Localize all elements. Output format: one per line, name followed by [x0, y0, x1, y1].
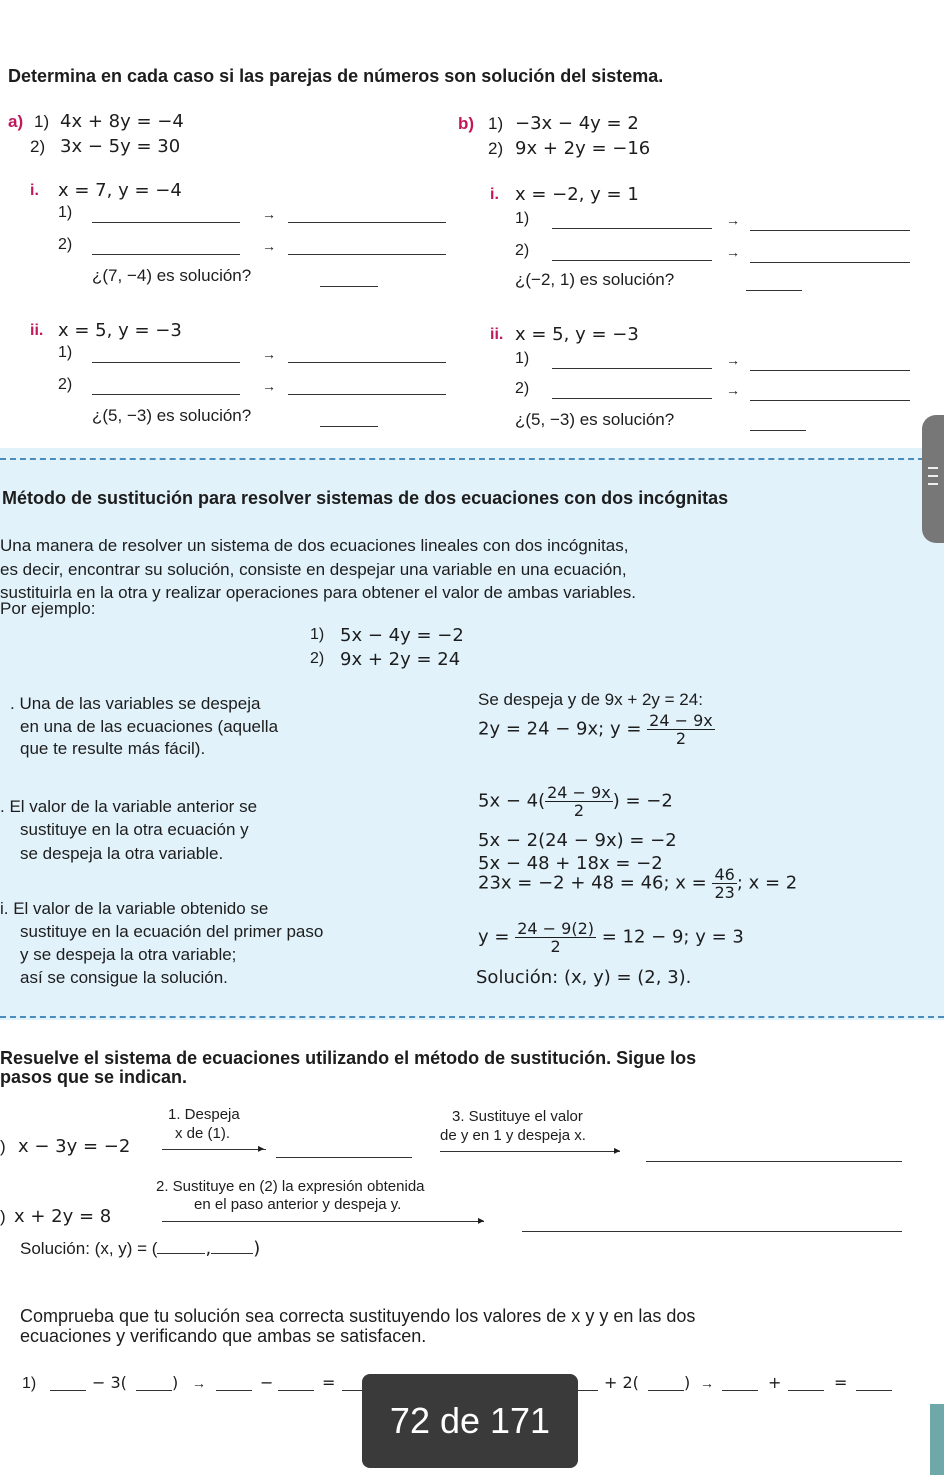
- step2-x-fraction-numerator: 46: [714, 865, 735, 884]
- check2-plus: +: [768, 1373, 782, 1392]
- b-eq1-number: 1): [488, 114, 504, 133]
- a-i-row2-blank-left[interactable]: [92, 254, 240, 255]
- a-i-row2-arrow: →: [262, 238, 276, 254]
- item-letter-b: b): [458, 114, 475, 133]
- a-ii-row1-number: 1): [58, 344, 73, 361]
- step2-text-2: sustituye en la otra ecuación y: [20, 820, 249, 839]
- page-edge-strip: [930, 1404, 944, 1475]
- check2-blank-y[interactable]: [648, 1390, 684, 1391]
- a-ii-row1-blank-left[interactable]: [92, 362, 240, 363]
- a-ii-row2-blank-left[interactable]: [92, 394, 240, 395]
- check2-arrow: →: [700, 1375, 714, 1391]
- b-i-answer-blank[interactable]: [746, 290, 802, 291]
- step3-fraction-denominator: 2: [550, 937, 561, 956]
- a-eq2-number: 2): [30, 137, 46, 156]
- ex2-equation-2: x + 2y = 8: [14, 1206, 112, 1227]
- a-i-values: x = 7, y = −4: [58, 180, 182, 201]
- step1-text-2: en una de las ecuaciones (aquella: [20, 717, 279, 736]
- check1-blank-y[interactable]: [136, 1390, 172, 1391]
- a-equation-2: 3x − 5y = 30: [60, 136, 181, 157]
- example-eq2-number: 2): [310, 650, 325, 667]
- ex2-step2-line-1: 2. Sustituye en (2) la expresión obtenida: [156, 1178, 425, 1195]
- b-ii-row2-blank-right[interactable]: [750, 400, 910, 401]
- check1-close: ): [172, 1373, 179, 1392]
- step3-right-1: [478, 920, 744, 955]
- step2-x-fraction-denominator: 23: [714, 883, 735, 902]
- b-ii-question: ¿(5, −3) es solución?: [515, 410, 675, 429]
- b-i-label: i.: [490, 186, 499, 203]
- ex2-step2-line-2: en el paso anterior y despeja y.: [194, 1196, 402, 1213]
- step1-right-2: [478, 712, 715, 747]
- step3-solution: Solución: (x, y) = (2, 3).: [476, 967, 692, 988]
- a-ii-answer-blank[interactable]: [320, 426, 378, 427]
- check1-arrow: →: [192, 1375, 206, 1391]
- method-intro-line-2: es decir, encontrar su solución, consiste en despejar una variable en una ecuación,: [0, 560, 627, 579]
- step2-x-fraction: [712, 866, 736, 901]
- check1-equals: =: [322, 1373, 336, 1392]
- a-i-row1-number: 1): [58, 204, 73, 221]
- b-i-question: ¿(−2, 1) es solución?: [515, 270, 675, 289]
- a-ii-row2-blank-right[interactable]: [288, 394, 446, 395]
- ex2-solution-comma: ,: [205, 1238, 212, 1259]
- exercise2-heading-1: Resuelve el sistema de ecuaciones utilizando el método de sustitución. Sigue los: [0, 1048, 697, 1068]
- a-eq1-number: 1): [34, 112, 50, 131]
- check1-blank-b[interactable]: [278, 1390, 314, 1391]
- check2-plus2: + 2(: [604, 1373, 639, 1392]
- check2-blank-b[interactable]: [788, 1390, 824, 1391]
- b-eq2-number: 2): [488, 139, 504, 158]
- step3-text-1: i. El valor de la variable obtenido se: [0, 899, 269, 918]
- step3-fraction-numerator: 24 − 9(2): [517, 919, 594, 938]
- a-ii-label: ii.: [30, 322, 44, 339]
- ex2-eq2-number: ): [0, 1207, 6, 1226]
- b-equation-2: 9x + 2y = −16: [515, 138, 651, 159]
- ex2-solution-y-blank[interactable]: [211, 1239, 253, 1254]
- a-ii-values: x = 5, y = −3: [58, 320, 182, 341]
- step1-right-1: Se despeja y de 9x + 2y = 24:: [478, 690, 703, 709]
- example-eq1-number: 1): [310, 626, 325, 643]
- b-ii-row2-arrow: →: [726, 382, 740, 398]
- step2-right-1-b: ) = −2: [612, 790, 673, 812]
- check2-blank-result[interactable]: [856, 1390, 892, 1391]
- check-text-1: Comprueba que tu solución sea correcta sustituyendo los valores de x y y en las dos: [20, 1306, 696, 1326]
- ex2-step3-answer-blank[interactable]: [646, 1161, 902, 1162]
- scrollbar-grip-line: [928, 475, 938, 477]
- step3-text-4: así se consigue la solución.: [20, 968, 228, 987]
- step2-text-1: . El valor de la variable anterior se: [0, 797, 258, 816]
- check2-blank-a[interactable]: [722, 1390, 758, 1391]
- method-intro-line-1: Una manera de resolver un sistema de dos ecuaciones lineales con dos incógnitas,: [0, 536, 629, 555]
- step2-right-1: [478, 784, 673, 819]
- b-i-row2-blank-left[interactable]: [552, 260, 712, 261]
- b-equation-1: −3x − 4y = 2: [515, 113, 639, 134]
- b-ii-row1-number: 1): [515, 350, 530, 367]
- b-ii-row1-blank-left[interactable]: [552, 368, 712, 369]
- b-i-row2-blank-right[interactable]: [750, 262, 910, 263]
- step2-right-2: 5x − 2(24 − 9x) = −2: [478, 830, 677, 851]
- page-indicator: 72 de 171: [362, 1374, 578, 1468]
- step2-right-3: 5x − 48 + 18x = −2: [478, 853, 663, 874]
- step3-right-1-a: y =: [478, 926, 510, 948]
- ex2-solution-close: ): [253, 1238, 261, 1259]
- ex2-step3-arrowhead: ▸: [614, 1143, 621, 1157]
- step2-fraction-numerator: 24 − 9x: [547, 783, 611, 802]
- a-i-row2-blank-right[interactable]: [288, 254, 446, 255]
- ex2-equation-1: x − 3y = −2: [18, 1136, 131, 1157]
- scrollbar-thumb[interactable]: [922, 415, 944, 543]
- item-letter-a: a): [8, 112, 24, 131]
- a-ii-question: ¿(5, −3) es solución?: [92, 406, 252, 425]
- a-i-row2-number: 2): [58, 236, 73, 253]
- b-ii-row2-number: 2): [515, 380, 530, 397]
- step1-text-1: . Una de las variables se despeja: [10, 694, 261, 713]
- check-text-2: ecuaciones y verificando que ambas se satisfacen.: [20, 1326, 427, 1346]
- ex2-step3-arrow-line: [440, 1151, 620, 1152]
- ex2-step3-line-1: 3. Sustituye el valor: [452, 1108, 583, 1125]
- box-top-divider: [0, 458, 944, 460]
- b-i-values: x = −2, y = 1: [515, 184, 639, 205]
- a-i-question: ¿(7, −4) es solución?: [92, 266, 252, 285]
- step3-fraction: [515, 920, 596, 955]
- a-equation-1: 4x + 8y = −4: [60, 111, 184, 132]
- check1-minus3: − 3(: [92, 1373, 127, 1392]
- method-intro-line-4: Por ejemplo:: [0, 599, 96, 618]
- ex2-step1-line-2: x de (1).: [175, 1125, 231, 1142]
- step1-fraction: [647, 712, 715, 747]
- check1-number: 1): [22, 1375, 37, 1392]
- check1-blank-x[interactable]: [50, 1390, 86, 1391]
- b-i-row1-blank-left[interactable]: [552, 228, 712, 229]
- step2-fraction: [545, 784, 613, 819]
- scrollbar-grip-line: [928, 467, 938, 469]
- b-ii-row2-blank-left[interactable]: [552, 398, 712, 399]
- ex2-step2-arrowhead: ▸: [478, 1213, 485, 1227]
- ex2-solution: [20, 1238, 260, 1259]
- check1-minus: −: [260, 1373, 274, 1392]
- ex2-step1-arrowhead: ▸: [258, 1141, 265, 1155]
- method-title: Método de sustitución para resolver sistemas de dos ecuaciones con dos incógnitas: [2, 488, 729, 508]
- step1-fraction-numerator: 24 − 9x: [649, 711, 713, 730]
- step2-text-3: se despeja la otra variable.: [20, 844, 224, 863]
- scrollbar-grip-line: [928, 483, 938, 485]
- ex2-eq1-number: ): [0, 1137, 6, 1156]
- exercise2-heading-2: pasos que se indican.: [0, 1067, 188, 1087]
- b-i-row1-blank-right[interactable]: [750, 230, 910, 231]
- example-equation-1: 5x − 4y = −2: [340, 625, 464, 646]
- b-ii-values: x = 5, y = −3: [515, 324, 639, 345]
- a-i-row1-blank-left[interactable]: [92, 222, 240, 223]
- check2-equals: =: [834, 1373, 848, 1392]
- b-ii-row1-arrow: →: [726, 352, 740, 368]
- a-ii-row1-blank-right[interactable]: [288, 362, 446, 363]
- step3-text-2: sustituye en la ecuación del primer paso: [20, 922, 324, 941]
- b-i-row2-number: 2): [515, 242, 530, 259]
- step3-text-3: y se despeja la otra variable;: [20, 945, 237, 964]
- step1-right-2-text: 2y = 24 − 9x; y =: [478, 718, 642, 740]
- ex2-solution-x-blank[interactable]: [157, 1239, 205, 1254]
- b-ii-row1-blank-right[interactable]: [750, 370, 910, 371]
- b-i-row1-arrow: →: [726, 212, 740, 228]
- check2-close: ): [684, 1373, 691, 1392]
- ex2-step1-line-1: 1. Despeja: [168, 1106, 240, 1123]
- step2-right-4: [478, 866, 797, 901]
- a-ii-row2-arrow: →: [262, 378, 276, 394]
- step2-fraction-denominator: 2: [573, 801, 584, 820]
- exercise-heading: Determina en cada caso si las parejas de números son solución del sistema.: [8, 66, 664, 86]
- ex2-step1-answer-blank[interactable]: [276, 1157, 412, 1158]
- ex2-step2-answer-blank[interactable]: [522, 1231, 902, 1232]
- ex2-step3-line-2: de y en 1 y despeja x.: [440, 1127, 586, 1144]
- b-i-row2-arrow: →: [726, 244, 740, 260]
- step1-fraction-denominator: 2: [675, 729, 687, 748]
- a-i-row1-arrow: →: [262, 206, 276, 222]
- step3-right-1-b: = 12 − 9; y = 3: [601, 926, 744, 948]
- ex2-step2-arrow-line: [162, 1221, 484, 1222]
- b-ii-label: ii.: [490, 326, 504, 343]
- step2-right-4-b: ; x = 2: [736, 872, 798, 894]
- a-i-row1-blank-right[interactable]: [288, 222, 446, 223]
- step2-right-1-a: 5x − 4(: [478, 790, 546, 812]
- step2-right-4-a: 23x = −2 + 48 = 46; x =: [478, 872, 707, 894]
- b-ii-answer-blank[interactable]: [750, 430, 806, 431]
- check1-blank-a[interactable]: [216, 1390, 252, 1391]
- method-intro-line-3: sustituirla en la otra y realizar operaciones para obtener el valor de ambas variables.: [0, 583, 636, 602]
- box-bottom-divider: [0, 1016, 944, 1018]
- step1-text-3: que te resulte más fácil).: [20, 739, 206, 758]
- example-equation-2: 9x + 2y = 24: [340, 649, 461, 670]
- ex2-step1-arrow-line: [162, 1149, 266, 1150]
- b-i-row1-number: 1): [515, 210, 530, 227]
- ex2-solution-label: Solución: (x, y) = (: [20, 1239, 158, 1258]
- a-i-label: i.: [30, 182, 39, 199]
- a-i-answer-blank[interactable]: [320, 286, 378, 287]
- a-ii-row2-number: 2): [58, 376, 73, 393]
- a-ii-row1-arrow: →: [262, 346, 276, 362]
